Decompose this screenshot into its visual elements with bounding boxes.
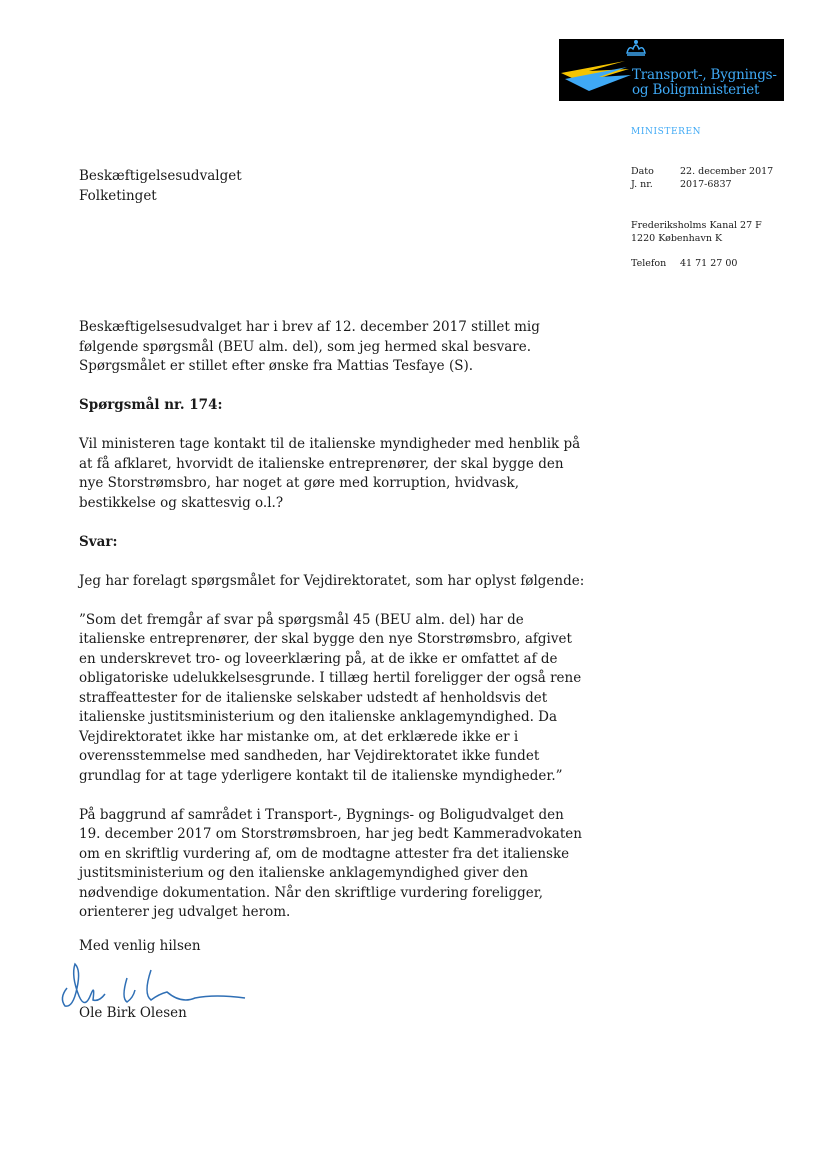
date-row [631,166,773,177]
address-line-1: Frederiksholms Kanal 27 F [631,220,762,231]
ministry-logo [559,39,784,101]
recipient-block [79,166,242,206]
jnr-label: J. nr. [631,179,653,190]
closing-greeting: Med venlig hilsen [79,938,201,954]
answer-heading: Svar: [79,533,118,550]
conclusion-paragraph: På baggrund af samrådet i Transport-, Bygnings- og Boligudvalget den 19. december 2017 om Storstrømsbroen, har jeg bedt Kammeradvokaten om en skriftlig vurdering af, om de modtagne attester fra det italienske justitsministerium og den italienske anklagemyndighed giver den nødvendige dokumentation. Når den skriftlige vurdering foreligger, orienterer jeg udvalget herom. [79,806,582,920]
signer-name: Ole Birk Olesen [79,1005,187,1021]
date-label: Dato [631,166,654,177]
logo-line-2: og Boligministeriet [632,82,760,98]
address-line-2: 1220 København K [631,233,723,244]
date-value: 22. december 2017 [680,166,774,177]
address [631,219,762,245]
answer-intro-paragraph: Jeg har forelagt spørgsmålet for Vejdirektoratet, som har oplyst følgende: [79,572,585,589]
question-heading: Spørgsmål nr. 174: [79,397,223,413]
recipient-line-1: Beskæftigelsesudvalget [79,168,242,184]
section-label: MINISTEREN [631,127,702,137]
jnr-value: 2017-6837 [680,179,732,190]
jnr-row [631,179,732,190]
quote-paragraph: ”Som det fremgår af svar på spørgsmål 45 (BEU alm. del) har de italienske entreprenører, der skal bygge den nye Storstrømsbro, afgivet en underskrevet tro- og loveerklæring på, at de ikke er omfattet af de obligatoriske udelukkelsesgrunde. I tillæg hertil foreligger der også rene straffeattester for de italienske selskaber udstedt af henholdsvis det italienske justitsministerium og den italienske anklagemyndighed. Da Vejdirektoratet ikke har mistanke om, at det erklærede ikke er i overensstemmelse med sandheden, har Vejdirektoratet ikke fundet grundlag for at tage yderligere kontakt til de italienske myndigheder.” [79,611,582,784]
question-paragraph: Vil ministeren tage kontakt til de italienske myndigheder med henblik på at få afklaret, hvorvidt de italienske entreprenører, der skal bygge den nye Storstrømsbro, har noget at gøre med korruption, hvidvask, bestikkelse og skattesvig o.l.? [79,436,581,511]
recipient-line-2: Folketinget [79,188,157,204]
intro-paragraph: Beskæftigelsesudvalget har i brev af 12. december 2017 stillet mig følgende spørgsmål (BEU alm. del), som jeg hermed skal besvare. Spørgsmålet er stillet efter ønske fra Mattias Tesfaye (S). [79,319,540,374]
letter-body [79,318,589,942]
phone-row [631,258,737,269]
phone-label: Telefon [631,258,667,269]
crown-icon [627,41,645,55]
phone-value: 41 71 27 00 [680,258,738,269]
logo-line-1: Transport-, Bygnings- [632,67,777,83]
